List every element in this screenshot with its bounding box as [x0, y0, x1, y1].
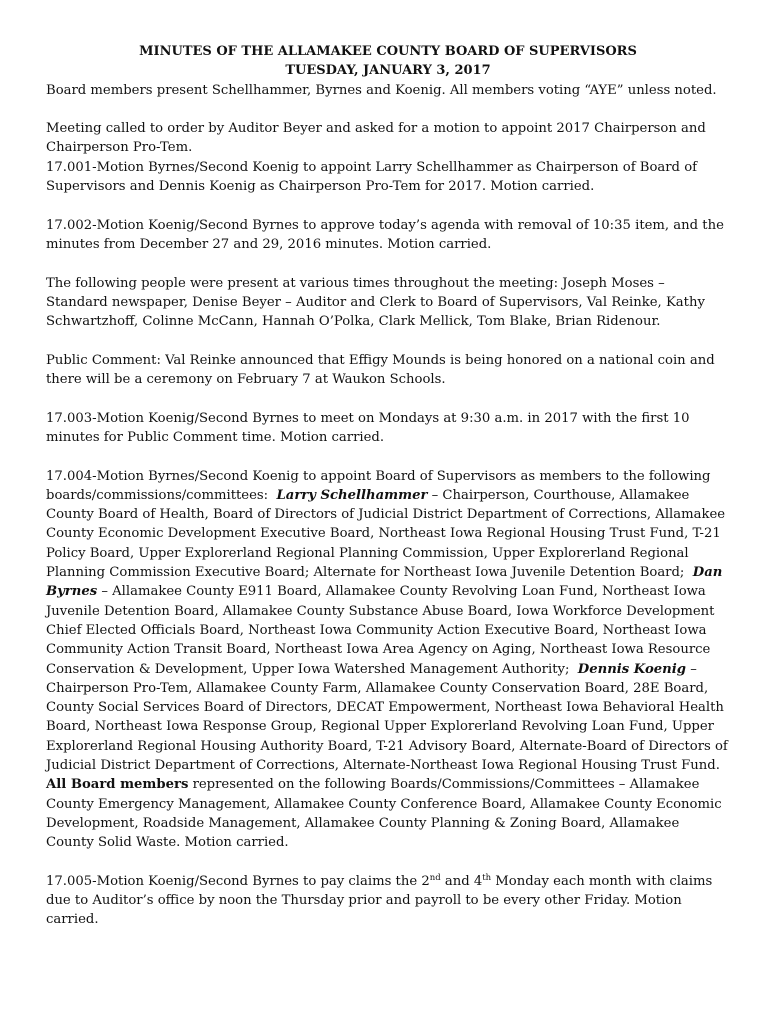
all-board-members-label: All Board members — [46, 777, 189, 793]
motion-17-002: 17.002-Motion Koenig/Second Byrnes to approve today’s agenda with removal of 10:35 item, and the minutes from December 27 and 29, 2016 minutes. Motion carried. — [46, 217, 724, 252]
all-board-assignments: represented on the following Boards/Commissions/Committees – Allamakee County Emergency Management, Allamakee County Conference Board, Allamakee County Economic Development, Roadside Management, Allamakee County Planning & Zoning Board, Allamakee County Solid Waste. Motion carried. — [46, 777, 722, 851]
motion-17-005 — [46, 872, 730, 930]
koenig-assignments: – Chairperson Pro-Tem, Allamakee County Farm, Allamakee County Conservation Board, 28E Board, County Social Services Board of Directors, DECAT Empowerment, Northeast Iowa Behavioral Health Board, Northeast Iowa Response Group, Regional Upper Explorerland Revolving Loan Fund, Upper Explorerland Regional Housing Authority Board, T-21 Advisory Board, Alternate-Board of Directors of Judicial District Department of Corrections, Alternate-Northeast Iowa Regional Housing Trust Fund. — [46, 661, 728, 773]
document-title-line2: TUESDAY, JANUARY 3, 2017 — [285, 63, 491, 79]
intro-paragraph: Board members present Schellhammer, Byrnes and Koenig. All members voting “AYE” unless noted. — [46, 82, 717, 98]
attendees-paragraph: The following people were present at various times throughout the meeting: Joseph Moses – Standard newspaper, Denise Beyer – Auditor and Clerk to Board of Supervisors, Val Reinke, Kathy Schwartzhoff, Colinne McCann, Hannah O’Polka, Clark Mellick, Tom Blake, Brian Ridenour. — [46, 275, 705, 330]
motion-17-004 — [46, 467, 730, 853]
ordinal-suffix-nd: nd — [429, 872, 441, 883]
member-name-schellhammer: Larry Schellhammer — [276, 487, 428, 503]
member-name-koenig: Dennis Koenig — [577, 661, 686, 677]
member-name-byrnes: Dan Byrnes — [46, 565, 723, 600]
minutes-document — [46, 42, 730, 949]
motion-17-001: 17.001-Motion Byrnes/Second Koenig to appoint Larry Schellhammer as Chairperson of Board of Supervisors and Dennis Koenig as Chairperson Pro-Tem for 2017. Motion carried. — [46, 159, 698, 195]
call-to-order-paragraph: Meeting called to order by Auditor Beyer and asked for a motion to appoint 2017 Chairperson and Chairperson Pro-Tem. — [46, 121, 706, 156]
public-comment-paragraph: Public Comment: Val Reinke announced that Effigy Mounds is being honored on a national coin and there will be a ceremony on February 7 at Waukon Schools. — [46, 352, 715, 388]
motion-17-005-part3: Monday each month with claims due to Auditor’s office by noon the Thursday prior and payroll to be every other Friday. Motion carried. — [46, 873, 713, 928]
motion-17-003: 17.003-Motion Koenig/Second Byrnes to meet on Mondays at 9:30 a.m. in 2017 with the first 10 minutes for Public Comment time. Motion carried. — [46, 410, 690, 445]
document-title-line1: MINUTES OF THE ALLAMAKEE COUNTY BOARD OF SUPERVISORS — [139, 44, 637, 59]
motion-17-004-lead: 17.004-Motion Byrnes/Second Koenig to appoint Board of Supervisors as members to the following boards/commissions/committees: — [46, 468, 711, 503]
motion-17-005-part1: 17.005-Motion Koenig/Second Byrnes to pay claims the 2 — [46, 873, 430, 889]
schellhammer-assignments: – Chairperson, Courthouse, Allamakee County Board of Health, Board of Directors of Judicial District Department of Corrections, Allamakee County Economic Development Executive Board, Northeast Iowa Regional Housing Trust Fund, T-21 Policy Board, Upper Explorerland Regional Planning Commission, Upper Explorerland Regional Planning Commission Executive Board; Alternate for Northeast Iowa Juvenile Detention Board; — [46, 487, 726, 581]
ordinal-suffix-th: th — [482, 872, 492, 883]
byrnes-assignments: – Allamakee County E911 Board, Allamakee County Revolving Loan Fund, Northeast Iowa Juvenile Detention Board, Allamakee County Substance Abuse Board, Iowa Workforce Development Chief Elected Officials Board, Northeast Iowa Community Action Executive Board, Northeast Iowa Community Action Transit Board, Northeast Iowa Area Agency on Aging, Northeast Iowa Resource Conservation & Development, Upper Iowa Watershed Management Authority; — [46, 584, 715, 677]
motion-17-005-part2: and 4 — [440, 873, 483, 889]
